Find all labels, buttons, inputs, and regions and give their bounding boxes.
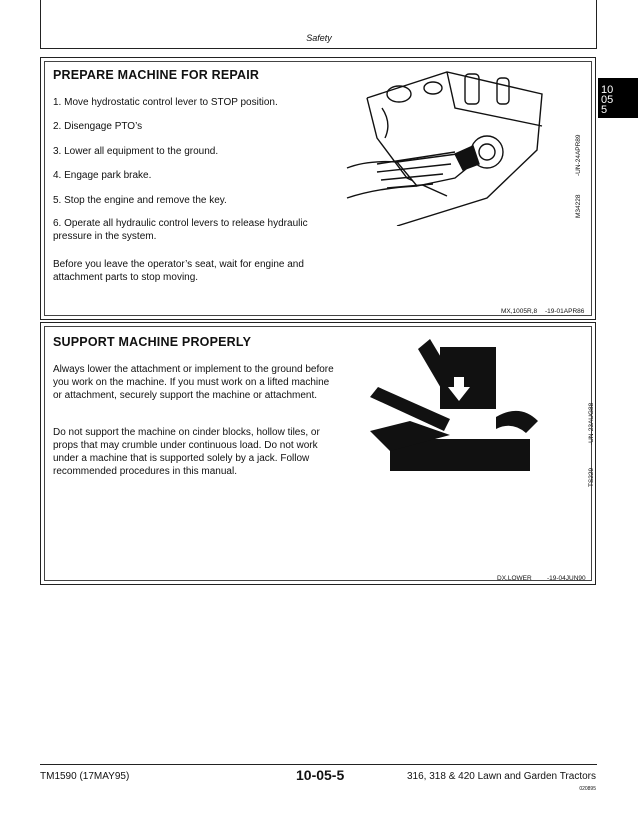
paragraph-2: Do not support the machine on cinder blocks, hollow tiles, or props that may crumble under continuous load. Do not work under a machine that is supported solely by a jack. Follow recommended procedures in this manual. bbox=[53, 427, 320, 477]
panel-inner-frame bbox=[44, 326, 595, 582]
ref-code: DX,LOWER bbox=[497, 575, 532, 582]
figure-code: M34228 bbox=[575, 194, 582, 218]
ref-code: MX,1005R,8 bbox=[501, 308, 538, 315]
tab-line-3: 5 bbox=[601, 104, 608, 116]
tab-line-1: 10 bbox=[601, 84, 614, 96]
step-6: 6. Operate all hydraulic control levers to release hydraulic pressure in the system. bbox=[53, 218, 308, 242]
support-machine-panel bbox=[40, 322, 596, 585]
header-title: Safety bbox=[306, 33, 332, 43]
section-heading: PREPARE MACHINE FOR REPAIR bbox=[53, 68, 260, 82]
header-bottom-rule bbox=[40, 48, 597, 49]
section-heading: SUPPORT MACHINE PROPERLY bbox=[53, 335, 252, 349]
manual-code: TM1590 (17MAY95) bbox=[40, 771, 130, 782]
prepare-machine-panel bbox=[40, 57, 596, 320]
crushing-hazard-pictogram bbox=[370, 339, 550, 479]
ref-date: -19-01APR86 bbox=[545, 308, 585, 315]
footer-rule bbox=[40, 764, 597, 765]
figure-code: TS229 bbox=[588, 467, 595, 487]
footer-code: 020895 bbox=[579, 786, 596, 792]
step-3: 3. Lower all equipment to the ground. bbox=[53, 146, 219, 157]
step-2: 2. Disengage PTO’s bbox=[53, 121, 143, 132]
ref-date: -19-04JUN90 bbox=[547, 575, 586, 582]
paragraph-1: Always lower the attachment or implement to the ground before you work on the machine. If you must work on a lifted machine or attachment, securely support the machine or attachment. bbox=[53, 364, 334, 401]
product-name: 316, 318 & 420 Lawn and Garden Tractors bbox=[406, 771, 596, 782]
tractor-controls-illustration bbox=[337, 68, 581, 226]
step-5: 5. Stop the engine and remove the key. bbox=[53, 195, 227, 206]
tab-line-2: 05 bbox=[601, 94, 614, 106]
section-tab bbox=[598, 78, 638, 118]
page-number: 10-05-5 bbox=[296, 767, 345, 783]
step-1: 1. Move hydrostatic control lever to STOP position. bbox=[53, 97, 278, 108]
step-4: 4. Engage park brake. bbox=[53, 170, 152, 181]
figure-date: -UN-24APR89 bbox=[575, 134, 582, 176]
leave-seat-note: Before you leave the operator’s seat, wait for engine and attachment parts to stop moving. bbox=[53, 259, 304, 283]
panel-inner-frame bbox=[44, 61, 592, 316]
figure-date: -UN-23AUG88 bbox=[588, 402, 595, 445]
